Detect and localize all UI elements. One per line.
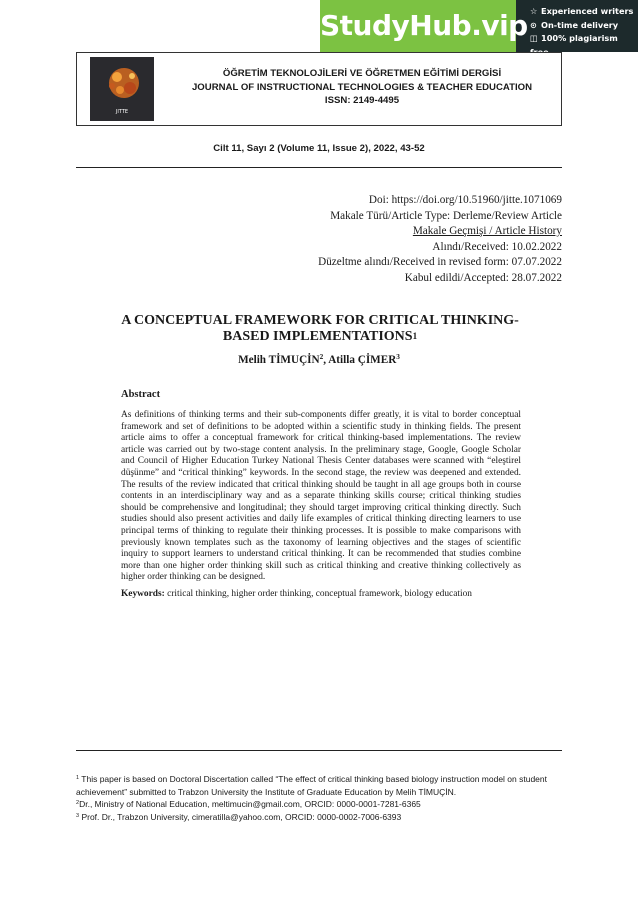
perk-item: ◫ 100% plagiarism free [530, 33, 618, 57]
keywords-label: Keywords: [121, 589, 165, 599]
studyhub-logo[interactable]: StudyHub.vip [320, 0, 516, 52]
footnote-2: $^2$Dr., Ministry of National Education, meltimucin@gmail.com, ORCID: 0000-0001-7281-6365 [76, 799, 421, 809]
perk-item: ☆ Experienced writers [530, 5, 638, 19]
journal-logo-text: JITTE [115, 109, 129, 115]
abstract-text: As definitions of thinking terms and their sub-components differ greatly, it is vital to border conceptual framework and set of definitions to be adopted within a scientific study in thinking fields. The present article aims to offer a conceptual framework for critical thinking-based implementations. The review article was carried out by two-stage content analysis. In the preliminary stage, Google, Google Scholar and Council of Higher Education Turkey National Thesis Center databases were scanned with “eleştirel düşünme” and “critical thinking” keywords. In the second stage, the review was deepened and extended. The results of the review indicated that critical thinking should be taught in all age groups both in course contents in an interdisciplinary way and as a separate thinking skills course; critical thinking studies should be comprehensive and longitudinal; they should target improving critical thinking directly. Such studies should also present activities and daily life examples of critical thinking directing learners to use principal terms of thinking to regulate their thinking processes. It is possible to make comparisons with previously known templates such as the taxonomy of learning objectives and the stages of scientific inquiry to support learners to understand critical thinking. It can be recommended that studies combine more than one higher order thinking skill such as critical thinking and creative thinking collectively as higher order thinking can be designed. [121, 410, 521, 583]
doi[interactable]: Doi: https://doi.org/10.51960/jitte.1071069 [368, 194, 562, 206]
article-meta [318, 193, 562, 286]
author-1: Melih TİMUÇİN [238, 354, 320, 366]
journal-issn: ISSN: 2149-4495 [324, 95, 400, 106]
received-date: Alındı/Received: 10.02.2022 [432, 240, 562, 253]
journal-header [76, 52, 562, 126]
studyhub-banner[interactable] [320, 0, 638, 57]
revised-date: Düzeltme alındı/Received in revised form: 07.07.2022 [318, 256, 562, 268]
footnote-1: $^1$ This paper is based on Doctoral Discertation called “The effect of critical thinking based biology instruction model on student achievement” submitted to Trabzon University the Institute of Graduate Education by Melih TİMUÇİN. [76, 774, 547, 797]
footnotes [76, 773, 562, 823]
journal-title [167, 67, 557, 108]
abstract-heading: Abstract [121, 389, 161, 400]
footnote-3: $^3$ Prof. Dr., Trabzon University, cimeratilla@yahoo.com, ORCID: 0000-0002-7006-6393 [76, 811, 402, 822]
keywords-list: critical thinking, higher order thinking, conceptual framework, biology education [164, 589, 472, 599]
volume-info: Cilt 11, Sayı 2 (Volume 11, Issue 2), 2022, 43-52 [213, 143, 425, 154]
article-type: Makale Türü/Article Type: Derleme/Review Article [330, 209, 562, 222]
divider-top [76, 167, 562, 168]
journal-title-en: JOURNAL OF INSTRUCTIONAL TECHNOLOGIES & TEACHER EDUCATION [191, 81, 533, 93]
divider-footnotes [76, 750, 562, 751]
article-title: A CONCEPTUAL FRAMEWORK FOR CRITICAL THINKING-BASED IMPLEMENTATIONS$^1$ [121, 313, 519, 344]
accepted-date: Kabul edildi/Accepted: 28.07.2022 [404, 271, 562, 284]
keywords [121, 589, 521, 599]
author-2: Atilla ÇİMER [328, 354, 397, 366]
perk-item: ⊙ On-time delivery [530, 19, 638, 33]
journal-logo [90, 57, 154, 121]
banner-perks [530, 5, 638, 59]
star-icon: ☆ [530, 6, 538, 16]
authors: Melih TİMUÇİN$^2$, Atilla ÇİMER$^3$ [238, 353, 400, 366]
article-history-heading: Makale Geçmişi / Article History [412, 225, 562, 237]
document-check-icon: ◫ [530, 33, 538, 43]
journal-title-tr: ÖĞRETİM TEKNOLOJİLERİ VE ÖĞRETMEN EĞİTİMİ DERGİSİ [222, 68, 502, 79]
clock-icon: ⊙ [530, 19, 537, 30]
title-footnote-mark: 1 [412, 331, 418, 341]
